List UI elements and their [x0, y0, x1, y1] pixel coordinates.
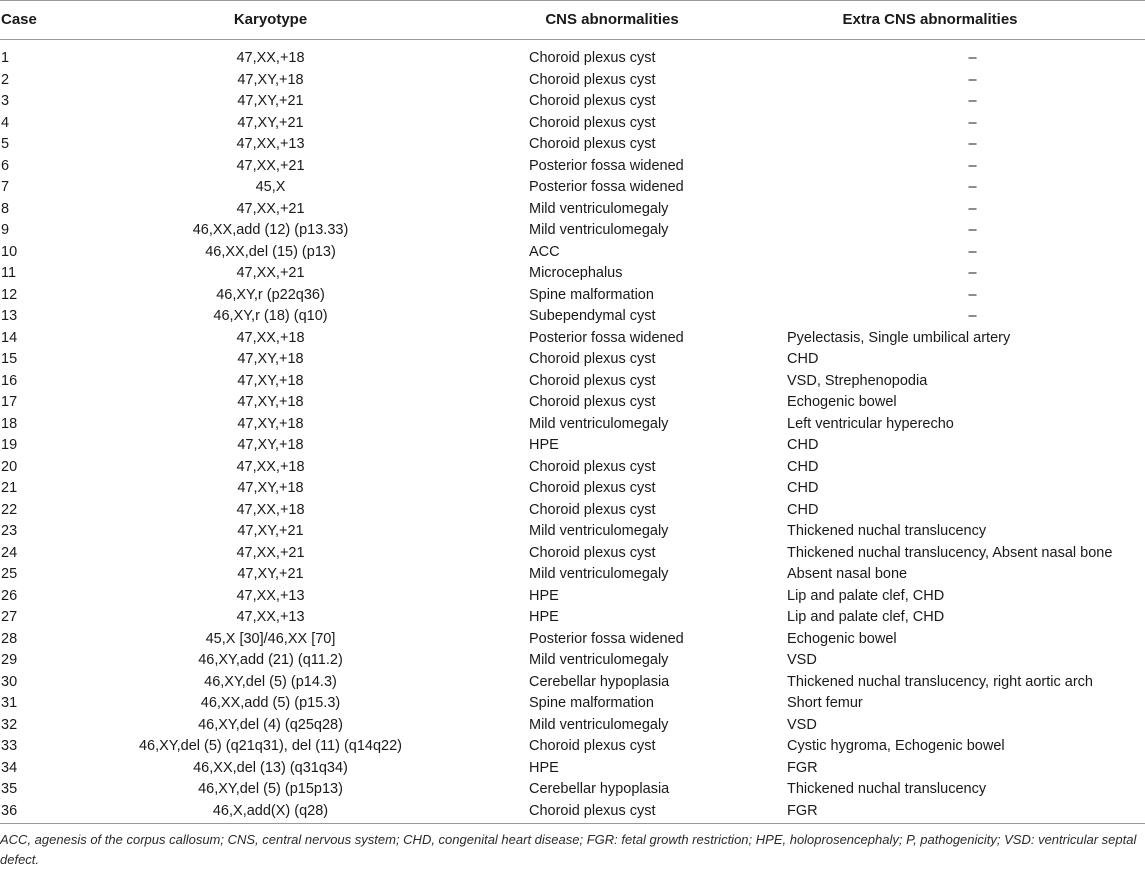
cns-cell: HPE [529, 437, 559, 453]
case-cell: 31 [1, 695, 18, 711]
karyotype-cell: 47,XY,+21 [237, 566, 304, 582]
extra-cns-cell: CHD [787, 351, 819, 367]
extra-cns-cell: – [968, 114, 977, 131]
table-row [0, 564, 1145, 586]
karyotype-cell: 46,XY,del (5) (p15p13) [198, 781, 343, 797]
case-cell: 28 [1, 630, 18, 647]
extra-cns-cell: Thickened nuchal translucency, right aortic arch [787, 673, 1093, 690]
karyotype-cell: 47,XX,+21 [236, 544, 305, 561]
case-cell: 14 [1, 329, 18, 346]
extra-cns-cell: CHD [787, 437, 819, 453]
cns-cell: Choroid plexus cyst [529, 501, 656, 518]
extra-cns-cell: FGR [787, 802, 818, 819]
cns-cell: Spine malformation [529, 695, 654, 711]
karyotype-cell: 45,X [255, 179, 286, 195]
extra-cns-cell: Left ventricular hyperecho [787, 415, 954, 432]
karyotype-cell: 47,XY,+21 [237, 114, 304, 131]
karyotype-cell: 46,XX,del (15) (p13) [205, 243, 336, 260]
table-row [0, 672, 1145, 694]
extra-cns-cell: Thickened nuchal translucency [787, 781, 987, 797]
extra-cns-cell: Absent nasal bone [787, 566, 908, 582]
karyotype-cell: 47,XY,+21 [237, 523, 304, 539]
case-cell: 27 [1, 609, 18, 625]
karyotype-cell: 47,XX,+21 [236, 265, 305, 281]
cns-cell: Mild ventriculomegaly [529, 566, 669, 582]
extra-cns-cell: Pyelectasis, Single umbilical artery [787, 329, 1011, 346]
karyotype-cell: 47,XX,+18 [236, 50, 305, 66]
cns-cell: Mild ventriculomegaly [529, 652, 669, 668]
extra-cns-cell: – [968, 222, 977, 238]
karyotype-cell: 46,XX,add (5) (p15.3) [200, 695, 341, 711]
cns-cell: Mild ventriculomegaly [529, 716, 669, 733]
cns-cell: Choroid plexus cyst [529, 394, 656, 410]
case-cell: 26 [1, 587, 18, 604]
extra-cns-cell: – [968, 157, 977, 174]
extra-cns-cell: – [968, 286, 977, 303]
cns-cell: Subependymal cyst [529, 308, 656, 324]
case-cell: 10 [1, 243, 18, 260]
table-row [0, 693, 1145, 715]
case-cell: 36 [1, 802, 18, 819]
table-row [0, 220, 1145, 242]
case-cell: 6 [1, 157, 10, 174]
extra-cns-cell: Echogenic bowel [787, 394, 897, 410]
table-row [0, 113, 1145, 135]
cns-cell: HPE [529, 609, 559, 625]
cns-cell: Choroid plexus cyst [529, 351, 656, 367]
extra-cns-cell: VSD [787, 652, 817, 668]
extra-cns-cell: – [968, 243, 977, 260]
table-footnote: ACC, agenesis of the corpus callosum; CNS, central nervous system; CHD, congenital heart disease; FGR: fetal growth restriction; HPE, holoprosencephaly; P, pathogenicity; VSD: ventricular septal defect. [0, 832, 1137, 867]
cns-cell: ACC [529, 243, 560, 260]
table-row [0, 457, 1145, 479]
table-row [0, 306, 1145, 328]
karyotype-cell: 46,XY,r (18) (q10) [213, 308, 328, 324]
extra-cns-cell: – [968, 179, 977, 195]
case-cell: 2 [1, 71, 10, 88]
table-row [0, 70, 1145, 92]
cns-cell: Choroid plexus cyst [529, 544, 656, 561]
extra-cns-cell: – [968, 136, 977, 152]
case-cell: 24 [1, 544, 18, 561]
header-karyotype: Karyotype [233, 11, 308, 28]
table-row [0, 177, 1145, 199]
case-cell: 29 [1, 652, 18, 668]
karyotype-cell: 47,XY,+18 [237, 351, 304, 367]
karyotype-cell: 46,XY,add (21) (q11.2) [198, 652, 343, 668]
karyotype-cell: 46,XY,r (p22q36) [216, 286, 325, 303]
table-row [0, 586, 1145, 608]
cns-cell: Choroid plexus cyst [529, 480, 656, 496]
karyotype-cell: 47,XX,+21 [236, 157, 305, 174]
table-row [0, 242, 1145, 264]
table-header [0, 0, 1145, 40]
case-cell: 19 [1, 437, 18, 453]
case-cell: 34 [1, 759, 18, 776]
cns-cell: Posterior fossa widened [529, 179, 684, 195]
cns-cell: Choroid plexus cyst [529, 136, 656, 152]
cns-cell: Choroid plexus cyst [529, 738, 656, 754]
karyotype-cell: 47,XX,+13 [236, 609, 305, 625]
case-cell: 23 [1, 523, 18, 539]
extra-cns-cell: CHD [787, 458, 819, 475]
karyotype-cell: 47,XY,+18 [237, 394, 304, 410]
case-cell: 9 [1, 222, 10, 238]
case-cell: 35 [1, 781, 18, 797]
header-cns: CNS abnormalities [545, 11, 679, 28]
extra-cns-cell: – [968, 308, 977, 324]
cns-cell: Choroid plexus cyst [529, 114, 656, 131]
case-cell: 22 [1, 501, 18, 518]
karyotype-cell: 46,X,add(X) (q28) [212, 802, 329, 819]
cns-cell: Choroid plexus cyst [529, 71, 656, 88]
table-row [0, 414, 1145, 436]
cns-cell: Cerebellar hypoplasia [529, 781, 670, 797]
cns-cell: Mild ventriculomegaly [529, 222, 669, 238]
karyotype-cell: 46,XY,del (5) (q21q31), del (11) (q14q22) [138, 738, 403, 754]
table-row [0, 435, 1145, 457]
karyotype-cell: 47,XY,+18 [237, 372, 304, 389]
case-cell: 4 [1, 114, 10, 131]
case-cell: 16 [1, 372, 18, 389]
table-row [0, 199, 1145, 221]
table-row [0, 285, 1145, 307]
case-cell: 3 [1, 93, 10, 109]
cns-cell: Choroid plexus cyst [529, 50, 656, 66]
cns-cell: Mild ventriculomegaly [529, 523, 669, 539]
case-cell: 17 [1, 394, 18, 410]
header-case: Case [1, 11, 37, 28]
cns-cell: Posterior fossa widened [529, 329, 684, 346]
cns-cell: Choroid plexus cyst [529, 802, 656, 819]
extra-cns-cell: FGR [787, 759, 818, 776]
karyotype-cell: 47,XX,+13 [236, 136, 305, 152]
extra-cns-cell: Echogenic bowel [787, 630, 897, 647]
extra-cns-cell: VSD, Strephenopodia [787, 372, 928, 389]
extra-cns-cell: Lip and palate clef, CHD [787, 609, 945, 625]
extra-cns-cell: – [968, 200, 977, 217]
table-row [0, 48, 1145, 70]
extra-cns-cell: – [968, 50, 977, 66]
cns-cell: Mild ventriculomegaly [529, 415, 669, 432]
cns-cell: Microcephalus [529, 265, 623, 281]
table-row [0, 349, 1145, 371]
table-row [0, 500, 1145, 522]
extra-cns-cell: – [968, 93, 977, 109]
case-cell: 25 [1, 566, 18, 582]
cns-cell: Choroid plexus cyst [529, 372, 656, 389]
case-cell: 20 [1, 458, 18, 475]
cns-cell: Mild ventriculomegaly [529, 200, 669, 217]
cns-cell: HPE [529, 759, 559, 776]
extra-cns-cell: Short femur [787, 695, 863, 711]
karyotype-cell: 45,X [30]/46,XX [70] [205, 630, 336, 647]
case-cell: 18 [1, 415, 18, 432]
cns-cell: Choroid plexus cyst [529, 458, 656, 475]
extra-cns-cell: CHD [787, 501, 819, 518]
case-cell: 21 [1, 480, 18, 496]
case-cell: 7 [1, 179, 10, 195]
table-row [0, 543, 1145, 565]
extra-cns-cell: Cystic hygroma, Echogenic bowel [787, 738, 1005, 754]
cns-cell: Spine malformation [529, 286, 654, 303]
case-cell: 11 [1, 265, 17, 281]
extra-cns-cell: Thickened nuchal translucency [787, 523, 987, 539]
cns-cell: Choroid plexus cyst [529, 93, 656, 109]
karyotype-cell: 47,XX,+21 [236, 200, 305, 217]
karyotype-cell: 47,XX,+13 [236, 587, 305, 604]
table-row [0, 629, 1145, 651]
table-row [0, 134, 1145, 156]
table-row [0, 263, 1145, 285]
table-row [0, 650, 1145, 672]
karyotype-cell: 47,XY,+18 [237, 480, 304, 496]
karyotype-cell: 47,XY,+18 [237, 71, 304, 88]
case-cell: 33 [1, 738, 18, 754]
extra-cns-cell: Lip and palate clef, CHD [787, 587, 945, 604]
table-row [0, 736, 1145, 758]
karyotype-cell: 47,XX,+18 [236, 458, 305, 475]
table-row [0, 371, 1145, 393]
case-cell: 13 [1, 308, 18, 324]
table-row [0, 328, 1145, 350]
case-cell: 12 [1, 286, 18, 303]
karyotype-cell: 47,XX,+18 [236, 329, 305, 346]
karyotype-cell: 47,XY,+18 [237, 415, 304, 432]
karyotype-cell: 46,XY,del (5) (p14.3) [204, 673, 337, 690]
cns-cell: Posterior fossa widened [529, 157, 684, 174]
cns-cell: Cerebellar hypoplasia [529, 673, 670, 690]
table-row [0, 779, 1145, 801]
table-row [0, 715, 1145, 737]
table-bottom-rule [0, 823, 1145, 824]
karyotype-cell: 46,XY,del (4) (q25q28) [198, 716, 343, 733]
table-row [0, 156, 1145, 178]
cns-cell: Posterior fossa widened [529, 630, 684, 647]
karyotype-cell: 47,XY,+18 [237, 437, 304, 453]
case-cell: 15 [1, 351, 18, 367]
case-cell: 32 [1, 716, 18, 733]
karyotype-cell: 46,XX,add (12) (p13.33) [192, 222, 349, 238]
case-cell: 5 [1, 136, 10, 152]
case-cell: 30 [1, 673, 18, 690]
extra-cns-cell: VSD [787, 716, 817, 733]
table-row [0, 758, 1145, 780]
extra-cns-cell: – [968, 71, 977, 88]
karyotype-cell: 47,XY,+21 [237, 93, 304, 109]
cns-cell: HPE [529, 587, 559, 604]
table-row [0, 91, 1145, 113]
extra-cns-cell: – [968, 265, 977, 281]
table-row [0, 392, 1145, 414]
case-cell: 8 [1, 200, 10, 217]
case-cell: 1 [1, 50, 10, 66]
karyotype-cell: 47,XX,+18 [236, 501, 305, 518]
karyotype-cell: 46,XX,del (13) (q31q34) [193, 759, 348, 776]
table-row [0, 801, 1145, 823]
header-extra-cns: Extra CNS abnormalities [842, 11, 1018, 28]
table-row [0, 521, 1145, 543]
table-row [0, 478, 1145, 500]
table-row [0, 607, 1145, 629]
extra-cns-cell: CHD [787, 480, 819, 496]
extra-cns-cell: Thickened nuchal translucency, Absent nasal bone [787, 544, 1113, 561]
